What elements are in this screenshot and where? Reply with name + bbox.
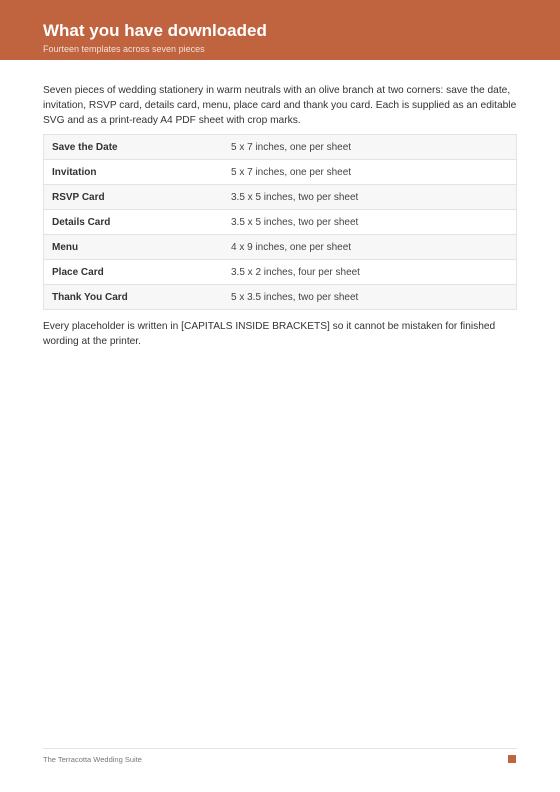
- piece-size: 5 x 7 inches, one per sheet: [223, 135, 517, 160]
- table-row: [44, 235, 517, 260]
- placeholder-note: Every placeholder is written in [CAPITALS INSIDE BRACKETS] so it cannot be mistaken for finished wording at the printer.: [43, 321, 496, 347]
- intro-paragraph: Seven pieces of wedding stationery in warm neutrals with an olive branch at two corners: save the date, invitation, RSVP card, details card, menu, place card and thank you card. Each is supplied as an editable SVG and as a print-ready A4 PDF sheet with crop marks.: [43, 85, 517, 126]
- piece-size: 3.5 x 5 inches, two per sheet: [223, 210, 517, 235]
- piece-name: Menu: [44, 235, 224, 260]
- footer-divider: [43, 748, 517, 749]
- table-row: [44, 160, 517, 185]
- table-row: [44, 260, 517, 285]
- piece-size: 3.5 x 2 inches, four per sheet: [223, 260, 517, 285]
- footer-square-icon: [508, 755, 516, 763]
- table-row: [44, 285, 517, 310]
- piece-name: Invitation: [44, 160, 224, 185]
- piece-name: Thank You Card: [44, 285, 224, 310]
- template-spec-table: [43, 134, 517, 310]
- piece-size: 4 x 9 inches, one per sheet: [223, 235, 517, 260]
- page-subtitle: Fourteen templates across seven pieces: [43, 44, 205, 54]
- page-header: [0, 0, 560, 60]
- piece-size: 5 x 7 inches, one per sheet: [223, 160, 517, 185]
- piece-name: Details Card: [44, 210, 224, 235]
- table-row: [44, 210, 517, 235]
- piece-size: 5 x 3.5 inches, two per sheet: [223, 285, 517, 310]
- table-row: [44, 185, 517, 210]
- piece-name: Place Card: [44, 260, 224, 285]
- piece-name: Save the Date: [44, 135, 224, 160]
- footer-title: The Terracotta Wedding Suite: [43, 755, 142, 764]
- piece-name: RSVP Card: [44, 185, 224, 210]
- table-row: [44, 135, 517, 160]
- piece-size: 3.5 x 5 inches, two per sheet: [223, 185, 517, 210]
- page-title: What you have downloaded: [43, 21, 267, 40]
